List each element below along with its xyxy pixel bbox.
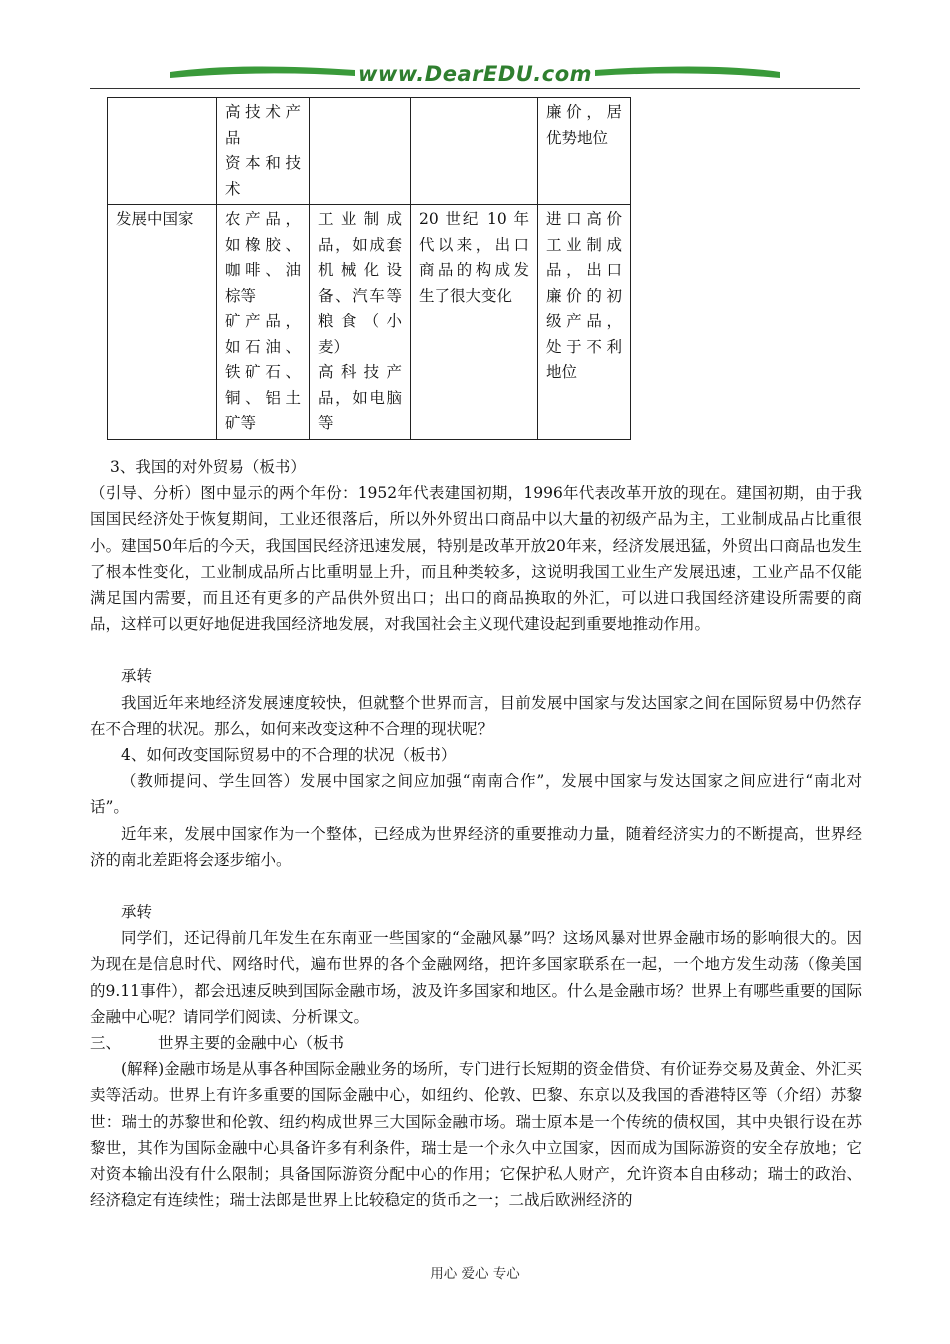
cell-line: 廉价的初 (546, 286, 622, 305)
cell-line: 廉价，居 (546, 103, 622, 121)
table-cell (411, 205, 538, 440)
cell-line: 20 世纪 10 年 (419, 210, 529, 228)
table-cell (538, 205, 631, 440)
body-text (90, 454, 862, 1213)
cell-line: 棕等 (225, 286, 257, 305)
paragraph: 我国近年来地经济发展速度较快，但就整个世界而言，目前发展中国家与发达国家之间在国际贸易中仍然存在不合理的状况。那么，如何来改变这种不合理的现状呢？ (90, 693, 862, 738)
section-number: 三、 (90, 1034, 122, 1053)
spacer (90, 873, 862, 899)
cell-line: 代以来，出口 (419, 235, 529, 254)
footer-motto: 用心 爱心 专心 (430, 1266, 520, 1282)
paragraph: 同学们，还记得前几年发生在东南亚一些国家的“金融风暴”吗？这场风暴对世界金融市场的影响很大的。因为现在是信息时代、网络时代，遍布世界的各个金融网络，把许多国家联系在一起，一个地方发生动荡（像美国的9.11事件），都会迅速反映到国际金融市场，波及许多国家和地区。什么是金融市场？世界上有哪些重要的国际金融中心呢？请同学们阅读、分析课文。 (90, 929, 862, 1026)
cell-line: 品，如成套 (318, 235, 402, 254)
cell-line: 处于不利 (546, 337, 622, 356)
cell-line: 机械化设 (318, 261, 402, 279)
cell-line: 商品的构成发 (419, 261, 529, 279)
cell-line: 高技术产 (225, 103, 301, 121)
cell-line: 进口高价 (546, 210, 622, 228)
table-cell (217, 205, 310, 440)
cell-line: 铜、铝土 (225, 388, 301, 407)
heading-change: 4、如何改变国际贸易中的不合理的状况（板书） (121, 746, 457, 765)
cell-line: 等 (318, 414, 334, 432)
cell-line: 生了很大变化 (419, 286, 513, 305)
table-row (108, 205, 631, 440)
spacer (90, 637, 862, 663)
cell-line: 品 (225, 128, 241, 147)
cell-line: 地位 (546, 363, 578, 381)
cell-line: 如橡胶、 (225, 235, 301, 254)
paragraph: (解释)金融市场是从事各种国际金融业务的场所，专门进行长短期的资金借贷、有价证券交易及黄金、外汇买卖等活动。世界上有许多重要的国际金融中心，如纽约、伦敦、巴黎、东京以及我国的香港特区等（介绍）苏黎世：瑞士的苏黎世和伦敦、纽约构成世界三大国际金融市场。瑞士原本是一个传统的债权国，其中央银行设在苏黎世，其作为国际金融中心具备许多有利条件，瑞士是一个永久中立国家，因而成为国际游资的安全存放地；它对资本输出没有什么限制；具备国际游资分配中心的作用；它保护私人财产，允许资本自由移动；瑞士的政治、经济稳定有连续性；瑞士法郎是世界上比较稳定的货币之一；二战后欧洲经济的 (90, 1060, 862, 1210)
row-header: 发展中国家 (116, 210, 194, 228)
table-cell (108, 205, 217, 440)
cell-line: 术 (225, 179, 241, 198)
site-logo[interactable]: www.DearEDU.com (357, 62, 593, 86)
heading-trade: 3、我国的对外贸易（板书） (110, 458, 306, 476)
trade-table (107, 97, 631, 440)
table-row (108, 98, 631, 205)
cell-line: 备、汽车等 (318, 286, 402, 305)
cell-line: 工业制成 (546, 235, 622, 254)
table-cell (108, 98, 217, 205)
cell-line: 高科技产 (318, 363, 402, 381)
section-title: 世界主要的金融中心（板书 (158, 1034, 345, 1053)
section-heading (90, 1030, 862, 1056)
cell-line: 品，出口 (546, 261, 622, 279)
table-cell (538, 98, 631, 205)
cell-line: 粮食（小 (318, 312, 402, 330)
cell-line: 工业制成 (318, 210, 402, 228)
paragraph: （引导、分析）图中显示的两个年份：1952年代表建国初期，1996年代表改革开放的现在。建国初期，由于我国国民经济处于恢复期间，工业还很落后，所以外外贸出口商品中以大量的初级产品为主，工业制成品占比重很小。建国50年后的今天，我国国民经济迅速发展，特别是改革开放20年来，经济发展迅猛，外贸出口商品也发生了根本性变化，工业制成品所占比重明显上升，而且种类较多，这说明我国工业生产发展迅速，工业产品不仅能满足国内需要，而且还有更多的产品供外贸出口；出口的商品换取的外汇，可以进口我国经济建设所需要的商品，这样可以更好地促进我国经济地发展，对我国社会主义现代建设起到重要地推动作用。 (90, 484, 862, 634)
transition-label: 承转 (121, 903, 153, 922)
cell-line: 级产品， (546, 312, 622, 330)
cell-line: 农产品， (225, 210, 301, 228)
cell-line: 铁矿石、 (225, 363, 301, 381)
table-cell (411, 98, 538, 205)
cell-line: 资本和技 (225, 154, 301, 172)
header-rule (90, 88, 860, 89)
cell-line: 矿等 (225, 414, 257, 432)
transition-label: 承转 (121, 667, 153, 686)
cell-line: 优势地位 (546, 128, 609, 147)
cell-line: 麦） (318, 337, 350, 356)
cell-line: 矿产品， (225, 312, 301, 330)
paragraph: 近年来，发展中国家作为一个整体，已经成为世界经济的重要推动力量，随着经济实力的不断提高，世界经济的南北差距将会逐步缩小。 (90, 824, 862, 869)
paragraph: （教师提问、学生回答）发展中国家之间应加强“南南合作”，发展中国家与发达国家之间应进行“南北对话”。 (90, 772, 862, 817)
table-cell (310, 98, 411, 205)
cell-line: 咖啡、油 (225, 261, 301, 279)
table-cell (310, 205, 411, 440)
table-cell (217, 98, 310, 205)
cell-line: 品，如电脑 (318, 388, 402, 407)
cell-line: 如石油、 (225, 337, 301, 356)
header-banner (90, 58, 860, 90)
